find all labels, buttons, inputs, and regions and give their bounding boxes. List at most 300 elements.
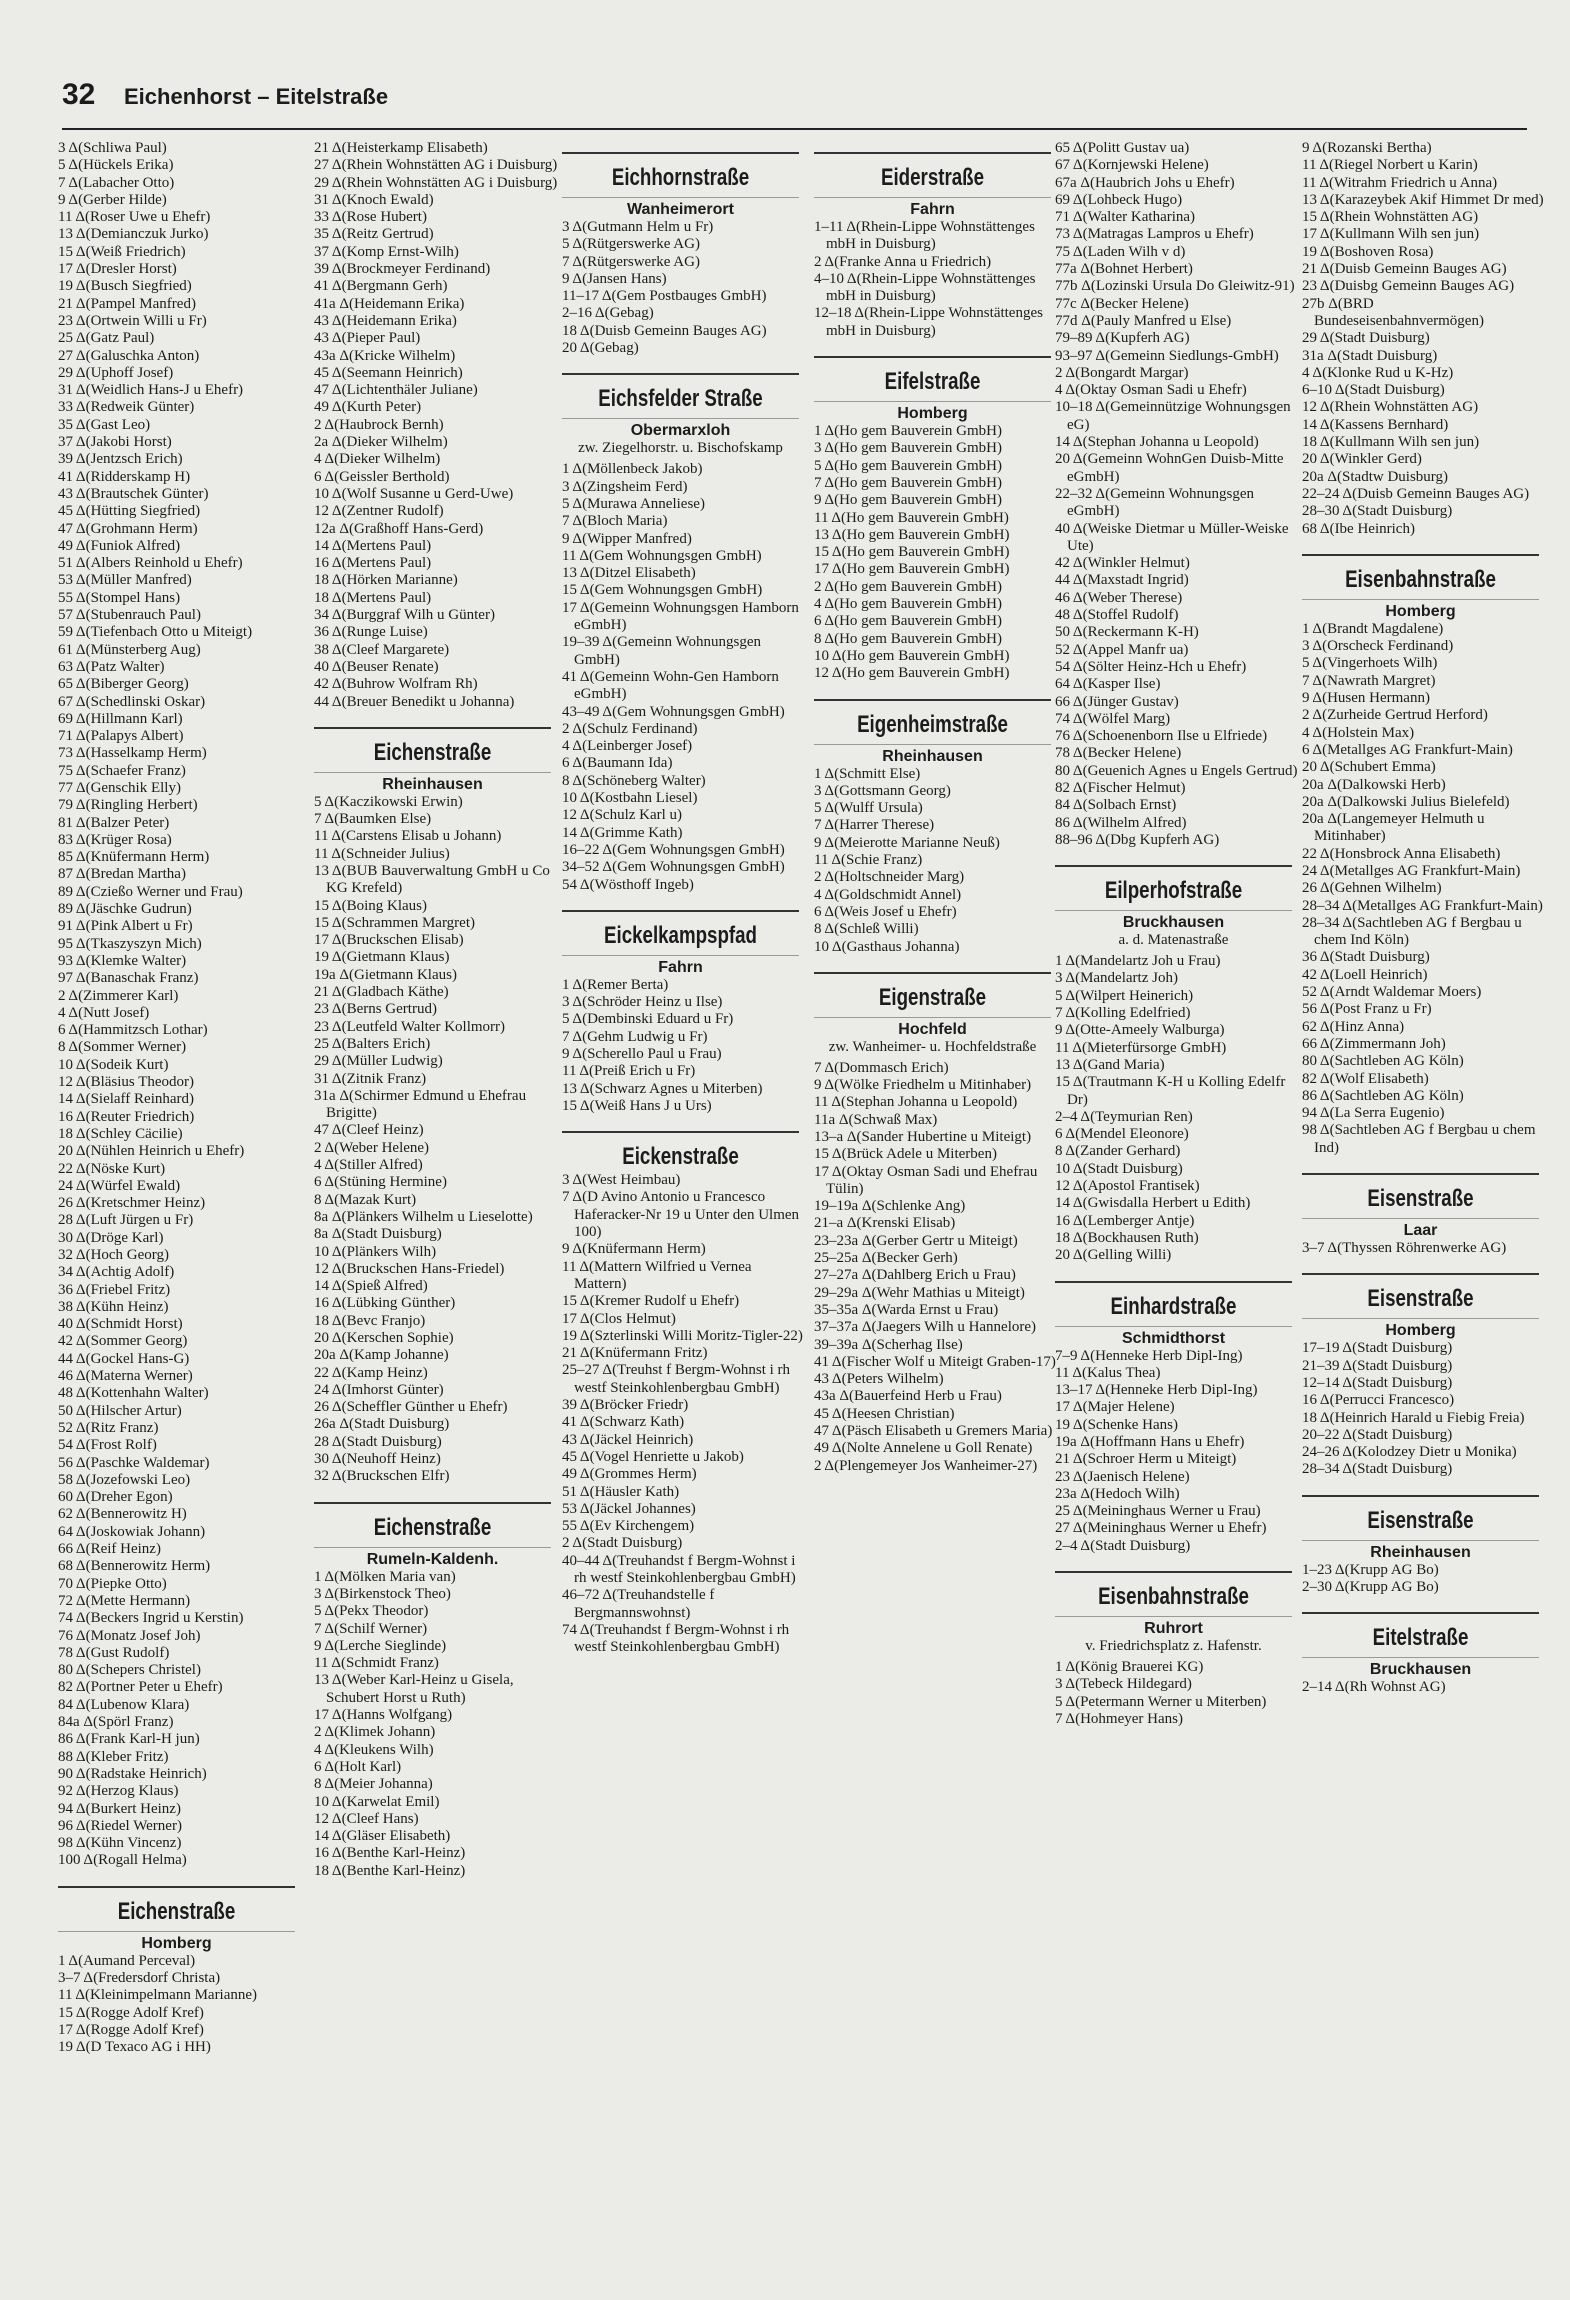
address-entry: 77b Δ(Lozinski Ursula Do Gleiwitz-91) — [1055, 278, 1295, 295]
address-entry: 89 Δ(Czießo Werner und Frau) — [58, 883, 243, 900]
address-entry: 13 Δ(Demianczuk Jurko) — [58, 226, 209, 243]
street-name: Eickenstraße — [622, 1143, 739, 1171]
address-entry: 37 Δ(Komp Ernst-Wilh) — [314, 243, 459, 260]
address-entry: 82 Δ(Portner Peter u Ehefr) — [58, 1679, 223, 1696]
address-entry: 62 Δ(Bennerowitz H) — [58, 1506, 187, 1523]
address-entry: 75 Δ(Laden Wilh v d) — [1055, 243, 1186, 260]
address-entry: 21 Δ(Gladbach Käthe) — [314, 984, 449, 1001]
address-entry: 22–24 Δ(Duisb Gemeinn Bauges AG) — [1302, 485, 1530, 502]
street-name: Eisenstraße — [1367, 1506, 1474, 1534]
address-entry: 98 Δ(Kühn Vincenz) — [58, 1835, 182, 1852]
address-entry: 12 Δ(Schulz Karl u) — [562, 807, 683, 824]
address-entry: 80 Δ(Geuenich Agnes u Engels Gertrud) — [1055, 762, 1298, 779]
street-name: Eisenbahnstraße — [1098, 1583, 1249, 1611]
entry-list — [314, 140, 559, 711]
address-entry: 14 Δ(Gläser Elisabeth) — [314, 1828, 451, 1845]
entry-list — [1302, 621, 1547, 1157]
street-section-note: zw. Ziegelhorstr. u. Bischofskamp — [578, 440, 783, 457]
address-entry: 21–a Δ(Krenski Elisab) — [814, 1215, 956, 1232]
street-block — [562, 1131, 807, 1656]
address-entry: 2 Δ(Franke Anna u Friedrich) — [814, 253, 992, 270]
address-entry: 21–39 Δ(Stadt Duisburg) — [1302, 1357, 1453, 1374]
address-entry: 20 Δ(Gemeinn WohnGen Duisb-Mitte eGmbH) — [1055, 451, 1284, 485]
address-entry: 15 Δ(Rogge Adolf Kref) — [58, 2004, 204, 2021]
address-entry: 40 Δ(Beuser Renate) — [314, 658, 439, 675]
address-entry: 7 Δ(Baumken Else) — [314, 811, 432, 828]
address-entry: 17 Δ(Majer Helene) — [1055, 1399, 1175, 1416]
address-entry: 92 Δ(Herzog Klaus) — [58, 1783, 179, 1800]
address-entry: 21 Δ(Knüfermann Fritz) — [562, 1345, 708, 1362]
address-entry: 83 Δ(Krüger Rosa) — [58, 831, 172, 848]
street-heading — [814, 152, 1051, 219]
address-entry: 52 Δ(Appel Manfr ua) — [1055, 641, 1189, 658]
street-district: Obermarxloh — [562, 418, 799, 440]
address-entry: 25 Δ(Balters Erich) — [314, 1035, 431, 1052]
address-entry: 13–a Δ(Sander Hubertine u Miteigt) — [814, 1128, 1032, 1145]
address-entry: 34 Δ(Achtig Adolf) — [58, 1264, 175, 1281]
address-entry: 2–16 Δ(Gebag) — [562, 305, 654, 322]
street-heading — [562, 1131, 799, 1172]
address-entry: 2 Δ(Zurheide Gertrud Herford) — [1302, 707, 1488, 724]
street-district: Homberg — [814, 401, 1051, 423]
address-entry: 76 Δ(Schoenenborn Ilse u Elfriede) — [1055, 728, 1268, 745]
address-entry: 16 Δ(Lübking Günther) — [314, 1295, 456, 1312]
address-entry: 67a Δ(Haubrich Johs u Ehefr) — [1055, 174, 1235, 191]
address-entry: 2 Δ(Zimmerer Karl) — [58, 987, 179, 1004]
address-entry: 7–9 Δ(Henneke Herb Dipl-Ing) — [1055, 1347, 1243, 1364]
street-section-note: zw. Wanheimer- u. Hochfeldstraße — [828, 1038, 1037, 1055]
street-block — [814, 699, 1059, 956]
address-entry: 61 Δ(Münsterberg Aug) — [58, 641, 201, 658]
address-entry: 12 Δ(Bruckschen Hans-Friedel) — [314, 1260, 505, 1277]
entry-list — [562, 461, 807, 893]
address-entry: 20 Δ(Kerschen Sophie) — [314, 1330, 454, 1346]
address-entry: 36 Δ(Runge Luise) — [314, 624, 428, 641]
street-block — [1302, 1273, 1547, 1478]
address-entry: 45 Δ(Vogel Henriette u Jakob) — [562, 1448, 744, 1465]
address-entry: 18 Δ(Kullmann Wilh sen jun) — [1302, 434, 1480, 451]
street-block — [1055, 1281, 1300, 1556]
address-entry: 47 Δ(Cleef Heinz) — [314, 1122, 424, 1139]
street-heading — [314, 727, 551, 794]
address-entry: 3 Δ(Zingsheim Ferd) — [562, 478, 688, 495]
address-entry: 31 Δ(Zitnik Franz) — [314, 1070, 427, 1087]
address-entry: 1 Δ(König Brauerei KG) — [1055, 1659, 1204, 1676]
address-entry: 46–72 Δ(Treuhandstelle f Bergmannswohnst) — [562, 1587, 715, 1621]
address-entry: 15 Δ(Weiß Hans J u Urs) — [562, 1097, 712, 1114]
address-entry: 3 Δ(Gottsmann Georg) — [814, 782, 951, 799]
address-entry: 12–18 Δ(Rhein-Lippe Wohnstättenges mbH in Duisburg) — [814, 305, 1043, 339]
street-heading — [1302, 1612, 1539, 1679]
entry-list — [1055, 953, 1300, 1264]
address-entry: 2a Δ(Dieker Wilhelm) — [314, 434, 448, 451]
address-entry: 31 Δ(Knoch Ewald) — [314, 191, 434, 208]
address-entry: 8 Δ(Ho gem Bauverein GmbH) — [814, 630, 1002, 647]
address-entry: 35 Δ(Reitz Gertrud) — [314, 226, 434, 243]
address-entry: 21 Δ(Duisb Gemeinn Bauges AG) — [1302, 261, 1507, 278]
street-heading — [58, 1886, 295, 1953]
address-entry: 84 Δ(Solbach Ernst) — [1055, 797, 1177, 814]
address-entry: 12 Δ(Cleef Hans) — [314, 1810, 419, 1827]
address-entry: 14 Δ(Spieß Alfred) — [314, 1278, 428, 1295]
address-entry: 3 Δ(Tebeck Hildegard) — [1055, 1676, 1192, 1693]
street-block — [1055, 865, 1300, 1264]
address-entry: 11 Δ(Kalus Thea) — [1055, 1364, 1161, 1381]
address-entry: 27 Δ(Galuschka Anton) — [58, 347, 200, 364]
address-entry: 78 Δ(Gust Rudolf) — [58, 1644, 170, 1661]
address-entry: 24 Δ(Würfel Ewald) — [58, 1177, 181, 1194]
page-header — [62, 78, 1527, 130]
address-entry: 2–4 Δ(Teymurian Ren) — [1055, 1108, 1193, 1125]
street-district: Homberg — [58, 1931, 295, 1953]
address-entry: 17 Δ(Clos Helmut) — [562, 1310, 676, 1327]
address-entry: 6 Δ(Mendel Eleonore) — [1055, 1126, 1189, 1143]
address-entry: 66 Δ(Jünger Gustav) — [1055, 693, 1179, 710]
address-entry: 14 Δ(Gwisdalla Herbert u Edith) — [1055, 1195, 1251, 1212]
address-entry: 91 Δ(Pink Albert u Fr) — [58, 918, 193, 935]
address-entry: 19 Δ(Busch Siegfried) — [58, 278, 192, 295]
street-block — [1055, 140, 1300, 849]
address-entry: 6 Δ(Geissler Berthold) — [314, 468, 450, 485]
address-entry: 56 Δ(Post Franz u Fr) — [1302, 1001, 1432, 1018]
address-entry: 20 Δ(Nühlen Heinrich u Ehefr) — [58, 1143, 245, 1160]
address-entry: 43a Δ(Kricke Wilhelm) — [314, 347, 456, 364]
address-entry: 8 Δ(Meier Johanna) — [314, 1776, 433, 1793]
address-entry: 3 Δ(Orscheck Ferdinand) — [1302, 638, 1454, 655]
street-heading — [1055, 1281, 1292, 1348]
address-entry: 5 Δ(Ho gem Bauverein GmbH) — [814, 457, 1002, 474]
address-entry: 17 Δ(Ho gem Bauverein GmbH) — [814, 561, 1010, 578]
address-entry: 1 Δ(Mölken Maria van) — [314, 1568, 456, 1585]
address-entry: 17 Δ(Dresler Horst) — [58, 261, 177, 278]
address-entry: 79 Δ(Ringling Herbert) — [58, 797, 198, 814]
street-section-note: a. d. Matenastraße — [1118, 932, 1229, 949]
address-entry: 9 Δ(Lerche Sieglinde) — [314, 1637, 447, 1654]
address-entry: 24 Δ(Metallges AG Frankfurt-Main) — [1302, 862, 1521, 879]
address-entry: 94 Δ(Burkert Heinz) — [58, 1800, 181, 1817]
address-entry: 1 Δ(Schmitt Else) — [814, 765, 921, 782]
address-entry: 19–19a Δ(Schlenke Ang) — [814, 1198, 966, 1215]
address-entry: 21 Δ(Pampel Manfred) — [58, 295, 196, 312]
address-entry: 10 Δ(Kostbahn Liesel) — [562, 790, 698, 807]
address-entry: 76 Δ(Monatz Josef Joh) — [58, 1627, 201, 1644]
address-entry: 5 Δ(Pekx Theodor) — [314, 1603, 429, 1620]
entry-list — [1055, 140, 1300, 849]
column-4 — [814, 140, 1059, 2290]
address-entry: 14 Δ(Grimme Kath) — [562, 824, 683, 841]
address-entry: 3 Δ(Birkenstock Theo) — [314, 1585, 451, 1602]
address-entry: 40 Δ(Schmidt Horst) — [58, 1316, 183, 1333]
address-entry: 98 Δ(Sachtleben AG f Bergbau u chem Ind) — [1302, 1122, 1536, 1156]
address-entry: 43 Δ(Peters Wilhelm) — [814, 1371, 944, 1388]
address-entry: 2 Δ(Weber Helene) — [314, 1139, 430, 1156]
address-entry: 42 Δ(Loell Heinrich) — [1302, 966, 1428, 983]
address-entry: 3 Δ(West Heimbau) — [562, 1172, 681, 1189]
street-heading — [314, 1502, 551, 1569]
address-entry: 27 Δ(Rhein Wohnstätten AG i Duisburg) — [314, 157, 558, 174]
address-entry: 9 Δ(Otte-Ameely Walburga) — [1055, 1022, 1225, 1039]
address-entry: 5 Δ(Wilpert Heinerich) — [1055, 987, 1194, 1004]
address-entry: 39–39a Δ(Scherhag Ilse) — [814, 1336, 963, 1353]
address-entry: 43 Δ(Heidemann Erika) — [314, 312, 457, 329]
street-block — [562, 910, 807, 1115]
address-entry: 6–10 Δ(Stadt Duisburg) — [1302, 382, 1445, 399]
street-block — [1302, 1173, 1547, 1257]
address-entry: 15 Δ(Weiß Friedrich) — [58, 243, 186, 260]
address-entry: 13 Δ(Ho gem Bauverein GmbH) — [814, 526, 1010, 543]
address-entry: 34 Δ(Burggraf Wilh u Günter) — [314, 607, 495, 624]
address-entry: 19 Δ(D Texaco AG i HH) — [58, 2039, 211, 2056]
address-entry: 47 Δ(Grohmann Herm) — [58, 520, 198, 537]
entry-list — [814, 423, 1059, 682]
street-district: Rheinhausen — [814, 744, 1051, 766]
address-entry: 14 Δ(Mertens Paul) — [314, 537, 432, 554]
street-heading — [1302, 554, 1539, 621]
address-entry: 11 Δ(Schmidt Franz) — [314, 1655, 439, 1672]
address-entry: 13 Δ(Karazeybek Akif Himmet Dr med) — [1302, 191, 1544, 208]
street-block — [1302, 1495, 1547, 1597]
address-entry: 32 Δ(Bruckschen Elfr) — [314, 1468, 450, 1485]
address-entry: 33 Δ(Redweik Günter) — [58, 399, 195, 416]
address-entry: 5 Δ(Wulff Ursula) — [814, 800, 923, 817]
address-entry: 19a Δ(Hoffmann Hans u Ehefr) — [1055, 1434, 1245, 1450]
address-entry: 29 Δ(Müller Ludwig) — [314, 1053, 443, 1070]
address-entry: 31 Δ(Weidlich Hans-J u Ehefr) — [58, 382, 244, 399]
address-entry: 4 Δ(Stiller Alfred) — [314, 1157, 423, 1174]
address-entry: 8 Δ(Sommer Werner) — [58, 1039, 187, 1056]
address-entry: 29 Δ(Rhein Wohnstätten AG i Duisburg) — [314, 174, 558, 191]
address-entry: 19–39 Δ(Gemeinn Wohnungsgen GmbH) — [562, 634, 761, 668]
address-entry: 50 Δ(Hilscher Artur) — [58, 1402, 182, 1419]
address-entry: 1 Δ(Mandelartz Joh u Frau) — [1055, 953, 1221, 970]
street-district: Schmidthorst — [1055, 1326, 1292, 1348]
column-1 — [58, 140, 303, 2290]
address-entry: 13 Δ(Weber Karl-Heinz u Gisela, Schubert Horst u Ruth) — [314, 1672, 514, 1706]
address-entry: 27b Δ(BRD Bundeseisenbahnvermögen) — [1302, 295, 1484, 329]
address-entry: 46 Δ(Weber Therese) — [1055, 589, 1183, 606]
address-entry: 2–14 Δ(Rh Wohnst AG) — [1302, 1679, 1446, 1696]
address-entry: 23 Δ(Berns Gertrud) — [314, 1001, 437, 1018]
street-heading — [1302, 1273, 1539, 1340]
street-district: Homberg — [1302, 599, 1539, 621]
address-entry: 7 Δ(D Avino Antonio u Francesco Haferacker-Nr 19 u Unter den Ulmen 100) — [562, 1189, 800, 1241]
address-entry: 1–11 Δ(Rhein-Lippe Wohnstättenges mbH in Duisburg) — [814, 219, 1035, 253]
address-entry: 59 Δ(Tiefenbach Otto u Miteigt) — [58, 624, 253, 641]
address-entry: 44 Δ(Breuer Benedikt u Johanna) — [314, 693, 515, 710]
address-entry: 85 Δ(Knüfermann Herm) — [58, 849, 210, 866]
address-entry: 17 Δ(Rogge Adolf Kref) — [58, 2021, 204, 2038]
address-entry: 10 Δ(Wolf Susanne u Gerd-Uwe) — [314, 485, 514, 502]
address-entry: 12 Δ(Zentner Rudolf) — [314, 503, 444, 520]
address-entry: 15 Δ(Ho gem Bauverein GmbH) — [814, 544, 1010, 561]
address-entry: 20–22 Δ(Stadt Duisburg) — [1302, 1426, 1453, 1443]
address-entry: 4 Δ(Holstein Max) — [1302, 724, 1415, 741]
street-district: Fahrn — [562, 955, 799, 977]
address-entry: 10 Δ(Stadt Duisburg) — [1055, 1160, 1183, 1177]
address-entry: 17–19 Δ(Stadt Duisburg) — [1302, 1340, 1453, 1357]
street-heading — [814, 356, 1051, 423]
address-entry: 19 Δ(Szterlinski Willi Moritz-Tigler-22) — [562, 1327, 803, 1344]
address-entry: 15 Δ(Trautmann K-H u Kolling Edelfr Dr) — [1055, 1074, 1286, 1108]
address-entry: 21 Δ(Schroer Herm u Miteigt) — [1055, 1451, 1237, 1468]
street-block — [314, 1502, 559, 1880]
address-entry: 28–34 Δ(Stadt Duisburg) — [1302, 1461, 1453, 1478]
address-entry: 74 Δ(Treuhandst f Bergm-Wohnst i rh westf Steinkohlenbergbau GmbH) — [562, 1621, 790, 1656]
street-name: Eifelstraße — [884, 368, 981, 396]
address-entry: 65 Δ(Politt Gustav ua) — [1055, 140, 1190, 156]
address-entry: 1 Δ(Möllenbeck Jakob) — [562, 461, 703, 478]
address-entry: 27–27a Δ(Dahlberg Erich u Frau) — [814, 1267, 1016, 1284]
address-entry: 5 Δ(Kaczikowski Erwin) — [314, 793, 463, 810]
address-entry: 44 Δ(Gockel Hans-G) — [58, 1350, 190, 1367]
address-entry: 4 Δ(Nutt Josef) — [58, 1004, 150, 1021]
address-entry: 24 Δ(Imhorst Günter) — [314, 1381, 444, 1398]
address-entry: 41 Δ(Ridderskamp H) — [58, 468, 191, 485]
address-entry: 16 Δ(Mertens Paul) — [314, 555, 432, 572]
address-entry: 13 Δ(Schwarz Agnes u Miterben) — [562, 1080, 763, 1097]
address-entry: 9 Δ(Ho gem Bauverein GmbH) — [814, 492, 1002, 509]
address-entry: 17 Δ(Gemeinn Wohnungsgen Hamborn eGmbH) — [562, 599, 799, 634]
column-3 — [562, 140, 807, 2290]
address-entry: 7 Δ(Gehm Ludwig u Fr) — [562, 1028, 708, 1045]
address-entry: 8 Δ(Mazak Kurt) — [314, 1191, 417, 1208]
page-title: Eichenhorst – Eitelstraße — [124, 84, 389, 109]
address-entry: 28 Δ(Luft Jürgen u Fr) — [58, 1212, 194, 1229]
address-entry: 15 Δ(Kremer Rudolf u Ehefr) — [562, 1293, 740, 1310]
address-entry: 39 Δ(Bröcker Friedr) — [562, 1397, 689, 1414]
address-entry: 39 Δ(Brockmeyer Ferdinand) — [314, 261, 491, 278]
address-entry: 48 Δ(Stoffel Rudolf) — [1055, 607, 1179, 624]
address-entry: 56 Δ(Paschke Waldemar) — [58, 1454, 210, 1471]
address-entry: 1 Δ(Aumand Perceval) — [58, 1952, 196, 1969]
address-entry: 20a Δ(Dalkowski Herb) — [1302, 776, 1446, 793]
address-entry: 12 Δ(Rhein Wohnstätten AG) — [1302, 399, 1479, 416]
address-entry: 19a Δ(Gietmann Klaus) — [314, 966, 457, 983]
entry-list — [1302, 1240, 1547, 1257]
address-entry: 7 Δ(Rütgerswerke AG) — [562, 253, 700, 270]
street-heading — [814, 699, 1051, 766]
address-entry: 26 Δ(Gehnen Wilhelm) — [1302, 880, 1442, 897]
address-entry: 41 Δ(Bergmann Gerh) — [314, 278, 448, 295]
address-entry: 9 Δ(Husen Hermann) — [1302, 690, 1430, 707]
address-entry: 3 Δ(Ho gem Bauverein GmbH) — [814, 440, 1002, 457]
address-entry: 11 Δ(Gem Wohnungsgen GmbH) — [562, 547, 762, 564]
address-entry: 68 Δ(Bennerowitz Herm) — [58, 1558, 211, 1575]
address-entry: 29 Δ(Stadt Duisburg) — [1302, 330, 1430, 347]
address-entry: 11–17 Δ(Gem Postbauges GmbH) — [562, 288, 767, 305]
address-entry: 5 Δ(Vingerhoets Wilh) — [1302, 655, 1438, 672]
address-entry: 5 Δ(Petermann Werner u Miterben) — [1055, 1693, 1267, 1710]
street-block — [562, 373, 807, 893]
entry-list — [562, 977, 807, 1115]
column-5 — [1055, 140, 1300, 2290]
street-name: Eichenstraße — [373, 1513, 492, 1541]
address-entry: 29–29a Δ(Wehr Mathias u Miteigt) — [814, 1284, 1025, 1301]
address-entry: 22 Δ(Nöske Kurt) — [58, 1160, 166, 1177]
address-entry: 2 Δ(Schulz Ferdinand) — [562, 720, 698, 737]
address-entry: 4 Δ(Ho gem Bauverein GmbH) — [814, 596, 1002, 613]
address-entry: 24–26 Δ(Kolodzey Dietr u Monika) — [1302, 1444, 1517, 1461]
address-entry: 4 Δ(Kleukens Wilh) — [314, 1741, 434, 1758]
address-entry: 51 Δ(Albers Reinhold u Ehefr) — [58, 555, 243, 572]
street-district: Homberg — [1302, 1318, 1539, 1340]
address-entry: 82 Δ(Wolf Elisabeth) — [1302, 1070, 1429, 1087]
address-entry: 22 Δ(Honsbrock Anna Elisabeth) — [1302, 845, 1501, 862]
address-entry: 86 Δ(Wilhelm Alfred) — [1055, 814, 1187, 831]
address-entry: 26 Δ(Scheffler Günther u Ehefr) — [314, 1399, 508, 1416]
address-entry: 63 Δ(Patz Walter) — [58, 658, 165, 675]
entry-list — [1055, 1659, 1300, 1728]
address-entry: 86 Δ(Frank Karl-H jun) — [58, 1731, 200, 1748]
address-entry: 66 Δ(Zimmermann Joh) — [1302, 1035, 1446, 1052]
entry-list — [562, 219, 807, 357]
street-block — [814, 972, 1059, 1475]
entry-list — [58, 140, 303, 1870]
address-entry: 26a Δ(Stadt Duisburg) — [314, 1416, 450, 1433]
address-entry: 18 Δ(Duisb Gemeinn Bauges AG) — [562, 322, 767, 339]
address-entry: 41 Δ(Gemeinn Wohn-Gen Hamborn eGmbH) — [562, 668, 779, 703]
address-entry: 16 Δ(Lemberger Antje) — [1055, 1212, 1195, 1229]
address-entry: 45 Δ(Heesen Christian) — [814, 1405, 955, 1422]
address-entry: 67 Δ(Schedlinski Oskar) — [58, 693, 206, 710]
address-entry: 17 Δ(Bruckschen Elisab) — [314, 932, 464, 949]
address-entry: 21 Δ(Heisterkamp Elisabeth) — [314, 140, 488, 156]
address-entry: 22–32 Δ(Gemeinn Wohnungsgen eGmbH) — [1055, 485, 1254, 520]
street-name: Eiderstraße — [880, 164, 985, 191]
street-heading — [1302, 1173, 1539, 1240]
address-entry: 12 Δ(Bläsius Theodor) — [58, 1074, 195, 1091]
address-entry: 7 Δ(Nawrath Margret) — [1302, 672, 1436, 689]
address-entry: 100 Δ(Rogall Helma) — [58, 1852, 187, 1869]
address-entry: 11 Δ(Witrahm Friedrich u Anna) — [1302, 174, 1498, 191]
address-entry: 55 Δ(Stompel Hans) — [58, 589, 181, 606]
entry-list — [1302, 1340, 1547, 1478]
street-block — [1302, 554, 1547, 1157]
address-entry: 16 Δ(Perrucci Francesco) — [1302, 1392, 1455, 1409]
address-entry: 47 Δ(Päsch Elisabeth u Gremers Maria) — [814, 1423, 1053, 1440]
address-entry: 19 Δ(Schenke Hans) — [1055, 1416, 1178, 1433]
address-entry: 2 Δ(Plengemeyer Jos Wanheimer-27) — [814, 1457, 1038, 1474]
address-entry: 9 Δ(Rozanski Bertha) — [1302, 140, 1432, 156]
address-entry: 15 Δ(Schrammen Margret) — [314, 914, 475, 931]
address-entry: 23 Δ(Jaenisch Helene) — [1055, 1468, 1190, 1485]
entry-list — [1302, 1679, 1547, 1696]
address-entry: 30 Δ(Neuhoff Heinz) — [314, 1451, 441, 1468]
address-entry: 2 Δ(Ho gem Bauverein GmbH) — [814, 578, 1002, 595]
address-entry: 5 Δ(Hückels Erika) — [58, 157, 174, 174]
address-entry: 12–14 Δ(Stadt Duisburg) — [1302, 1374, 1453, 1391]
address-entry: 93–97 Δ(Gemeinn Siedlungs-GmbH) — [1055, 347, 1279, 364]
address-entry: 7 Δ(Bloch Maria) — [562, 513, 668, 530]
address-entry: 38 Δ(Cleef Margarete) — [314, 641, 450, 658]
address-entry: 55 Δ(Ev Kirchengem) — [562, 1518, 695, 1535]
address-entry: 11 Δ(Schie Franz) — [814, 852, 923, 869]
address-entry: 20 Δ(Gelling Willi) — [1055, 1247, 1172, 1264]
address-entry: 6 Δ(Hammitzsch Lothar) — [58, 1022, 208, 1039]
address-entry: 18 Δ(Bevc Franjo) — [314, 1312, 426, 1329]
address-entry: 30 Δ(Dröge Karl) — [58, 1229, 164, 1246]
street-heading — [562, 152, 799, 219]
address-entry: 32 Δ(Hoch Georg) — [58, 1247, 170, 1263]
address-entry: 77a Δ(Bohnet Herbert) — [1055, 261, 1193, 278]
street-block — [1302, 140, 1547, 538]
street-name: Eitelstraße — [1372, 1624, 1469, 1652]
address-entry: 52 Δ(Arndt Waldemar Moers) — [1302, 984, 1482, 1001]
address-entry: 68 Δ(Ibe Heinrich) — [1302, 520, 1415, 537]
address-entry: 6 Δ(Baumann Ida) — [562, 755, 673, 772]
address-entry: 10 Δ(Plänkers Wilh) — [314, 1243, 437, 1260]
address-entry: 9 Δ(Scherello Paul u Frau) — [562, 1045, 722, 1062]
